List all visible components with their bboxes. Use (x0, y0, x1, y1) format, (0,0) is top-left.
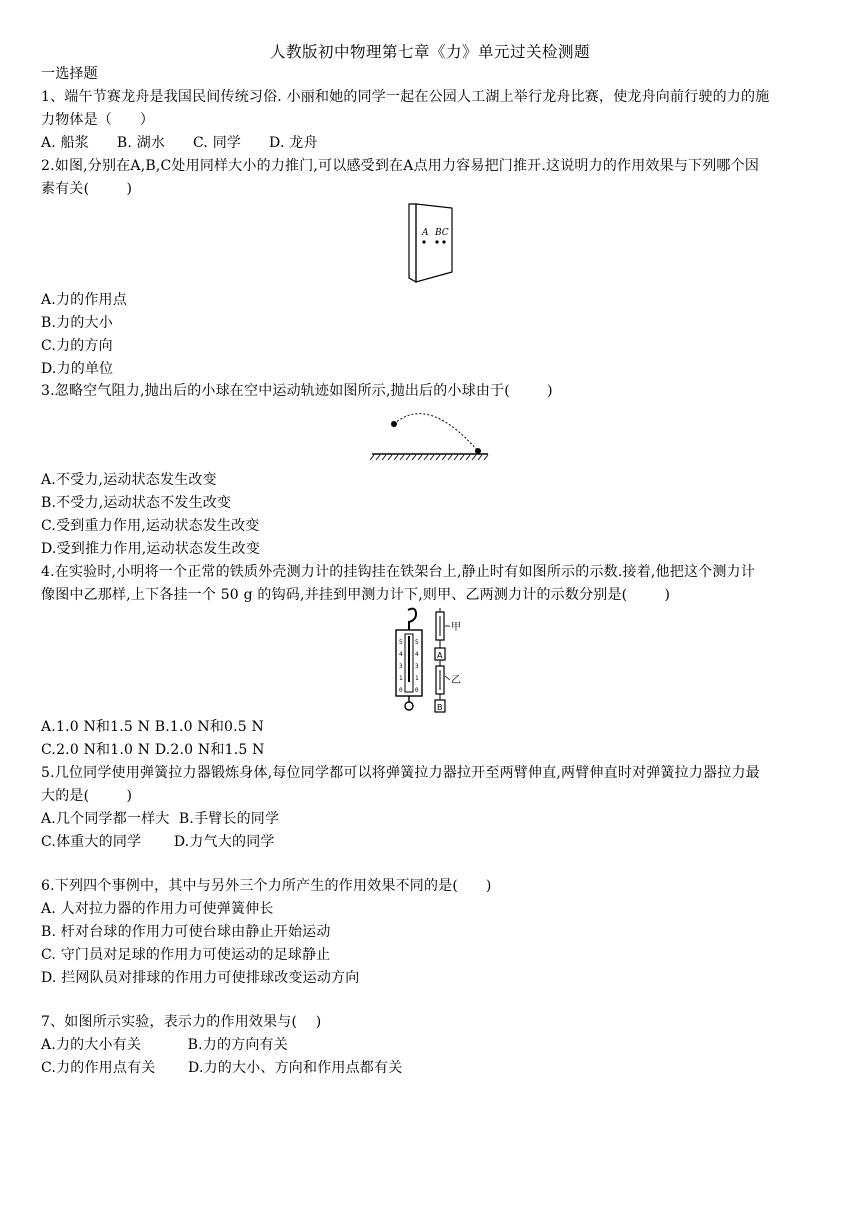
q3-stem: 3.忽略空气阻力,抛出后的小球在空中运动轨迹如图所示,抛出后的小球由于( ) (41, 383, 553, 399)
q4-options-line2: C.2.0 N和1.0 N D.2.0 N和1.5 N (41, 742, 265, 758)
svg-text:0: 0 (399, 687, 403, 694)
q5-options-line2: C.体重大的同学 D.力气大的同学 (41, 834, 275, 850)
q1-options: A. 船浆 B. 湖水 C. 同学 D. 龙舟 (41, 135, 318, 151)
q1-stem-line1: 1、端午节赛龙舟是我国民间传统习俗. 小丽和她的同学一起在公园人工湖上举行龙舟比赛，使龙舟向前行驶的力的施 (41, 89, 770, 105)
svg-text:4: 4 (415, 651, 419, 658)
q7-options-line2: C.力的作用点有关 D.力的大小、方向和作用点都有关 (41, 1060, 403, 1076)
svg-text:5: 5 (399, 639, 403, 646)
spring-scale-figure (390, 606, 470, 716)
q3-option-b: B.不受力,运动状态不发生改变 (41, 495, 232, 511)
svg-text:B: B (437, 703, 443, 712)
point-c (442, 240, 445, 243)
q2-option-b: B.力的大小 (41, 315, 113, 331)
label-a: A (422, 228, 429, 238)
q6-option-b: B. 杆对台球的作用力可使台球由静止开始运动 (41, 924, 331, 940)
q3-option-d: D.受到推力作用,运动状态发生改变 (41, 541, 261, 557)
q6-option-c: C. 守门员对足球的作用力可使运动的足球静止 (41, 947, 331, 963)
label-yi: 乙 (451, 675, 461, 686)
q6-stem: 6.下列四个事例中，其中与另外三个力所产生的作用效果不同的是( ) (41, 878, 492, 894)
svg-text:1: 1 (415, 675, 419, 682)
svg-text:A: A (437, 651, 443, 660)
svg-text:1: 1 (399, 675, 403, 682)
svg-text:4: 4 (399, 651, 403, 658)
point-a (422, 240, 425, 243)
svg-text:3: 3 (415, 663, 419, 670)
label-bc: BC (435, 228, 449, 238)
label-jia: 甲 (451, 622, 461, 633)
svg-text:0: 0 (415, 687, 419, 694)
svg-text:3: 3 (399, 663, 403, 670)
q2-stem-line1: 2.如图,分别在A,B,C处用同样大小的力推门,可以感受到在A点用力容易把门推开.这说明力的作用效果与下列哪个因 (41, 158, 760, 174)
q7-stem: 7、如图所示实验，表示力的作用效果与( ) (41, 1014, 322, 1030)
page-title: 人教版初中物理第七章《力》单元过关检测题 (269, 43, 590, 61)
q3-option-c: C.受到重力作用,运动状态发生改变 (41, 518, 260, 534)
q2-option-c: C.力的方向 (41, 338, 113, 354)
q4-stem-line2: 像图中乙那样,上下各挂一个 50 g 的钩码,并挂到甲测力计下,则甲、乙两测力计的示数分别是( ) (41, 587, 671, 603)
q1-stem-line2: 力物体是（ ） (41, 112, 155, 128)
section-heading: 一选择题 (41, 66, 98, 82)
q2-option-d: D.力的单位 (41, 361, 114, 377)
q5-stem-line1: 5.几位同学使用弹簧拉力器锻炼身体,每位同学都可以将弹簧拉力器拉开至两臂伸直,两臂伸直时对弹簧拉力器拉力最 (41, 765, 760, 781)
q2-option-a: A.力的作用点 (41, 292, 127, 308)
point-b (435, 240, 438, 243)
q4-stem-line1: 4.在实验时,小明将一个正常的铁质外壳测力计的挂钩挂在铁架台上,静止时有如图所示的示数.接着,他把这个测力计 (41, 564, 755, 580)
ball-start (391, 421, 397, 427)
q2-stem-line2: 素有关( ) (41, 181, 133, 197)
door-figure (400, 200, 460, 286)
q5-stem-line2: 大的是( ) (41, 788, 133, 804)
q3-option-a: A.不受力,运动状态发生改变 (41, 472, 217, 488)
q6-option-a: A. 人对拉力器的作用力可使弹簧伸长 (41, 901, 274, 917)
svg-text:5: 5 (415, 639, 419, 646)
q7-options-line1: A.力的大小有关 B.力的方向有关 (41, 1037, 288, 1053)
trajectory-figure (368, 402, 494, 462)
q4-options-line1: A.1.0 N和1.5 N B.1.0 N和0.5 N (41, 719, 265, 735)
q6-option-d: D. 拦网队员对排球的作用力可使排球改变运动方向 (41, 970, 360, 986)
ball-end (475, 448, 481, 454)
q5-options-line1: A.几个同学都一样大 B.手臂长的同学 (41, 811, 280, 827)
